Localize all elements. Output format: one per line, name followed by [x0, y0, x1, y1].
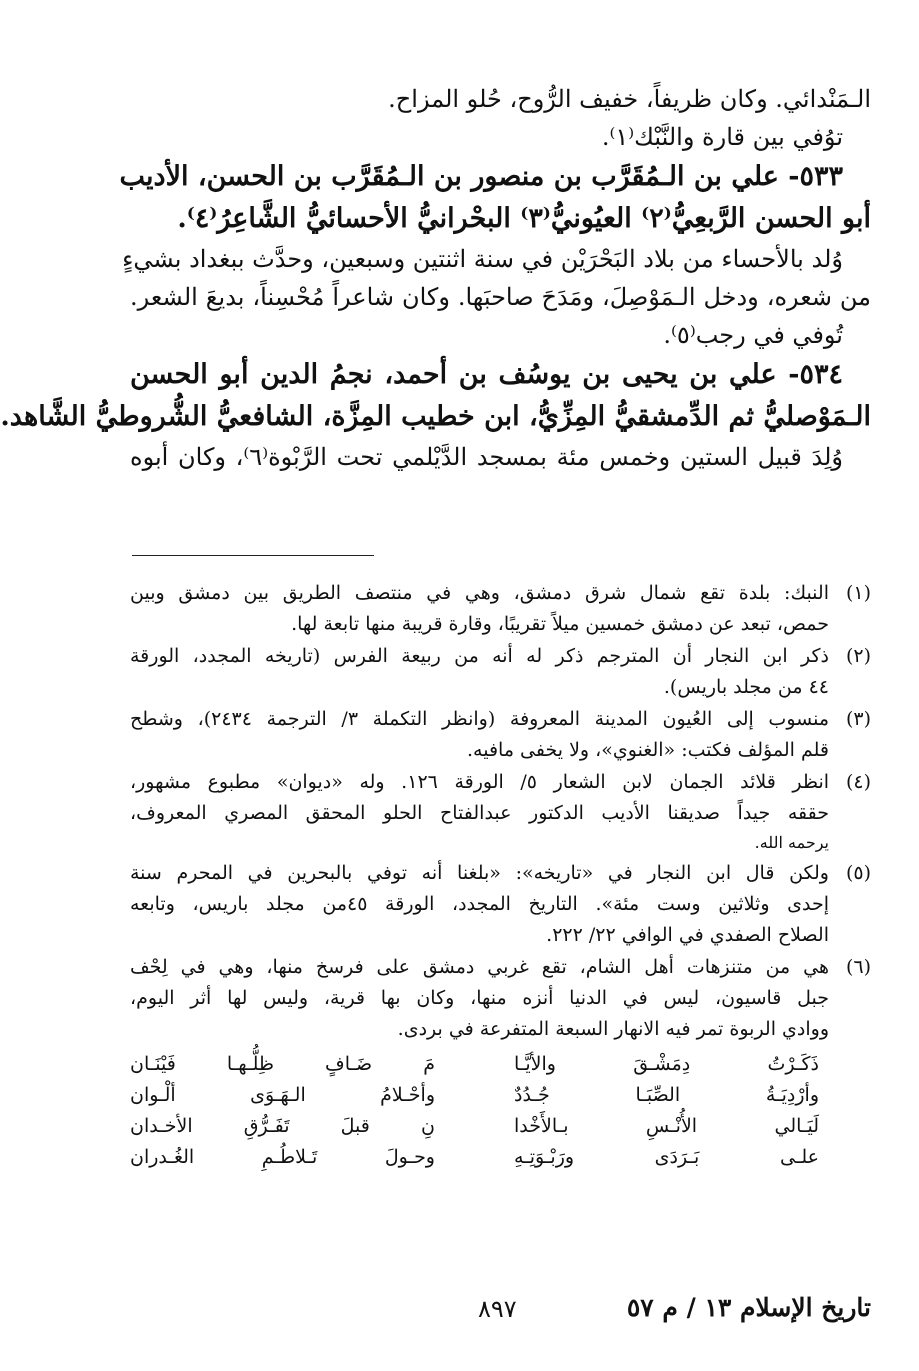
- footnote-number: (١): [845, 582, 871, 604]
- text-line: وُلِدَ قبيل الستين وخمس مئة بمسجد الدَّيْلمي تحت الرَّبْوة⁽٦⁾، وكان أبوه: [130, 443, 843, 471]
- footnote-body: [130, 704, 829, 766]
- poem-verse: [130, 1049, 819, 1080]
- footnote-body: [130, 578, 829, 640]
- entry-heading-534-cont: الـمَوْصليُّ ثم الدِّمشقيُّ المِزِّيُّ، ابن خطيب المِزَّة، الشافعيُّ الشُّروطيُّ الشَّاهد.: [0, 401, 871, 432]
- poem-verse: [130, 1142, 819, 1173]
- footnote-5: [130, 858, 871, 951]
- entry-heading-533: ٥٣٣- علي بن الـمُقَرَّب بن منصور بن الـمُقَرَّب بن الحسن، الأديب: [119, 161, 843, 192]
- footnote-line: ٤٤ من مجلد باريس).: [663, 676, 829, 698]
- footnote-body: [130, 952, 829, 1173]
- verse-second-hemistich: وأحْـلامُ الـهَـوَى ألْـوان: [130, 1084, 435, 1106]
- footnote-line: قلم المؤلف فكتب: «الغنوي»، ولا يخفى مافيه.: [466, 739, 829, 761]
- text-line: وُلد بالأحساء من بلاد البَحْرَيْن في سنة اثنتين وسبعين، وحدَّث ببغداد بشيءٍ: [122, 245, 843, 273]
- verse-first-hemistich: علـى بَـرَدَى ورَبْـوَتِـهِ: [514, 1146, 819, 1168]
- text-line: تُوفي في رجب⁽٥⁾.: [663, 321, 843, 349]
- main-text: [0, 80, 871, 476]
- footnote-4: [130, 767, 871, 857]
- footnote-number: (٥): [845, 862, 871, 884]
- footnote-line: ولكن قال ابن النجار في «تاريخه»: «بلغنا أنه توفي بالبحرين في المحرم سنة: [130, 862, 829, 884]
- entry-heading-533-cont: أبو الحسن الرَّبعِيُّ⁽٢⁾ العيُونيُّ⁽٣⁾ البحْرانيُّ الأحسائيُّ الشَّاعِرُ⁽٤⁾.: [177, 203, 871, 234]
- footnote-line: ذكر ابن النجار أن المترجم ذكر له أنه من ربيعة الفرس (تاريخه المجدد، الورقة: [130, 645, 829, 667]
- footnote-1: [130, 578, 871, 640]
- footnote-number: (٤): [845, 771, 871, 793]
- verse-second-hemistich: مَ ضَـافٍ ظِلُّـهـا فَيْنَـان: [130, 1053, 435, 1075]
- footnote-3: [130, 704, 871, 766]
- footnote-separator: [132, 555, 374, 556]
- footnote-line: إحدى وثلاثين وست مئة». التاريخ المجدد، الورقة ٤٥من مجلد باريس، وتابعه: [130, 893, 829, 915]
- verse-first-hemistich: ذَكَـرْتُ دِمَشْـقَ والأيَّـا: [514, 1053, 819, 1075]
- footnote-line: انظر قلائد الجمان لابن الشعار ٥/ الورقة ١٢٦. وله «ديوان» مطبوع مشهور،: [130, 771, 830, 793]
- verse-first-hemistich: وأرْدِيَـةُ الصِّبَـا جُـدُدٌ: [514, 1084, 819, 1106]
- footnote-2: [130, 641, 871, 703]
- footnote-body: [130, 641, 829, 703]
- footnote-line: حمص، تبعد عن دمشق خمسين ميلاً تقريبًا، وقارة قريبة منها تابعة لها.: [291, 613, 829, 635]
- verse-second-hemistich: وحـولَ تَـلاطُـمِ الغُـدران: [130, 1146, 435, 1168]
- footnote-line: منسوب إلى العُيون المدينة المعروفة (وانظر التكملة ٣/ الترجمة ٢٤٣٤)، وشطح: [130, 708, 829, 730]
- page-number: ٨٩٧: [478, 1295, 517, 1323]
- footnote-line: جبل قاسيون، ليس في الدنيا أنزه منها، وكان بها قرية، وليس لها أثر اليوم،: [130, 987, 829, 1009]
- text-line: من شعره، ودخل الـمَوْصِلَ، ومَدَحَ صاحبَها. وكان شاعراً مُحْسِناً، بديعَ الشعر.: [130, 283, 871, 311]
- footnote-line: الصلاح الصفدي في الوافي ٢٢/ ٢٢٢.: [546, 924, 829, 946]
- footnote-number: (٣): [845, 708, 871, 730]
- footnote-line: هي من متنزهات أهل الشام، تقع غربي دمشق على فرسخ منها، وهي في لِحْف: [130, 956, 829, 978]
- verse-first-hemistich: لَيَـالي الأُنْـسِ بـالأَخْدا: [514, 1115, 819, 1137]
- text-line: توُفي بين قارة والنَّبْك⁽١⁾.: [601, 123, 843, 151]
- verse-second-hemistich: نِ قبلَ تَفَـرُّقِ الأخـدان: [130, 1115, 435, 1137]
- running-title: تاريخ الإسلام ١٣ / م ٥٧: [626, 1293, 871, 1322]
- footnote-number: (٦): [845, 956, 871, 978]
- poem-verse: [130, 1080, 819, 1111]
- poem-verses: [130, 1049, 829, 1173]
- footnote-line: حققه جيداً صديقنا الأديب الدكتور عبدالفتاح الحلو المحقق المصري المعروف،: [130, 802, 829, 824]
- entry-heading-534: ٥٣٤- علي بن يحيى بن يوسُف بن أحمد، نجمُ الدين أبو الحسن: [130, 359, 843, 390]
- footnote-line: النبك: بلدة تقع شمال شرق دمشق، وهي في منتصف الطريق بين دمشق وبين: [130, 582, 829, 604]
- footnote-6: [130, 952, 871, 1173]
- footnote-number: (٢): [845, 645, 871, 667]
- poem-verse: [130, 1111, 819, 1142]
- footnote-line: ووادي الربوة تمر فيه الانهار السبعة المتفرعة في بردى.: [397, 1018, 829, 1040]
- text-line: الـمَنْدائي. وكان ظريفاً، خفيف الرُّوح، حُلو المزاح.: [388, 85, 871, 113]
- footnote-body: [130, 858, 829, 951]
- footnotes: [130, 578, 871, 1174]
- footnote-line: يرحمه الله.: [754, 833, 829, 852]
- footnote-body: [130, 767, 829, 857]
- page-footer: [88, 1290, 871, 1330]
